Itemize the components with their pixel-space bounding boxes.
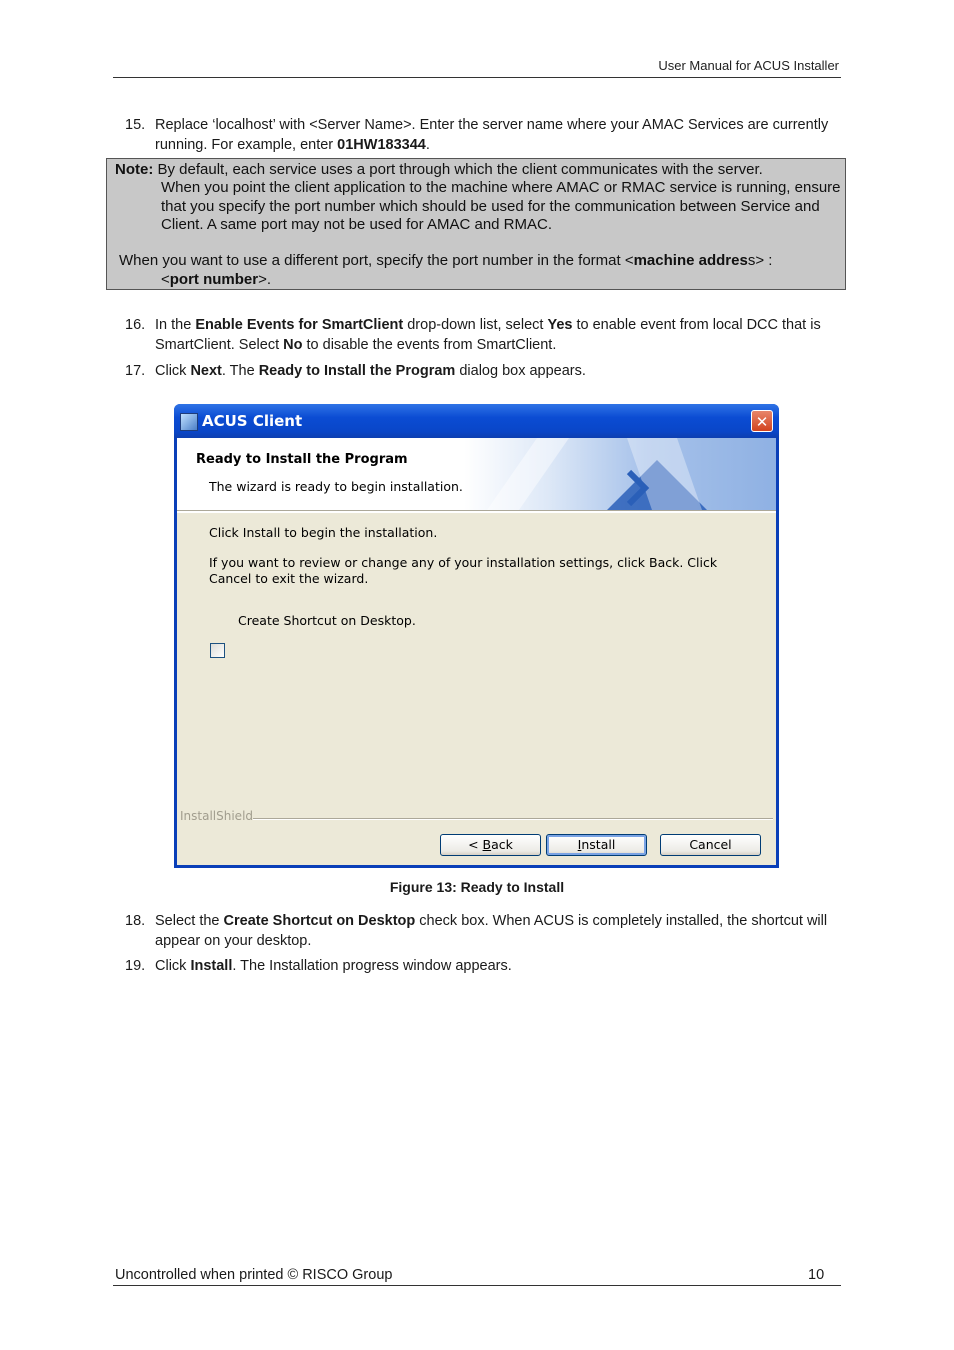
step-text: . The Installation progress window appears. [232,958,512,974]
dialog-titlebar[interactable] [174,404,779,438]
instruction-line-2: If you want to review or change any of your installation settings, click Back. Click Cancel to exit the wizard. [209,555,718,586]
step-15 [125,115,835,155]
step-bold: Create Shortcut on Desktop [223,913,416,929]
step-16 [125,315,835,355]
banner-divider [177,510,776,513]
header-title: User Manual for ACUS Installer [658,58,839,73]
header-rule [113,77,841,78]
close-button[interactable]: ✕ [751,410,773,432]
note-p2-text: < [161,271,170,288]
dialog-banner [177,438,776,510]
dialog-title: ACUS Client [202,412,303,430]
banner-title: Ready to Install the Program [196,452,408,467]
step-bold: Install [190,958,233,974]
back-prefix: < [468,837,483,852]
page-number: 10 [808,1267,825,1283]
installshield-label: InstallShield [180,809,254,823]
step-text: Select the [155,913,224,929]
install-button[interactable] [546,834,647,856]
create-shortcut-checkbox[interactable] [210,643,225,658]
step-bold: Next [190,363,222,379]
banner-subtitle: The wizard is ready to begin installation. [209,479,463,494]
step-number: 17. [125,363,146,379]
install-label: nstall [581,837,616,852]
install-mnemonic: I [577,837,582,852]
cancel-button[interactable]: Cancel [660,834,761,856]
note-p2-text: >. [258,271,272,288]
instruction-line-1: Click Install to begin the installation. [209,525,438,540]
step-text: to enable event from local DCC that is SmartClient. Select [155,317,821,353]
footer-copyright: Uncontrolled when printed © RISCO Group [115,1267,393,1283]
step-text: In the [155,317,196,333]
create-shortcut-label[interactable]: Create Shortcut on Desktop. [238,613,416,628]
step-text: . The [221,363,259,379]
back-label: ack [491,837,513,852]
note-p2-text: s> : [747,252,773,269]
step-bold: Enable Events for SmartClient [195,317,404,333]
step-text: check box. When ACUS is completely installed, the shortcut will appear on your desktop. [155,913,828,949]
step-text: Click [155,958,191,974]
step-number: 16. [125,317,146,333]
banner-arrow-graphic [177,438,776,510]
back-mnemonic: B [482,837,492,852]
step-text: dialog box appears. [455,363,586,379]
step-text: drop-down list, select [403,317,548,333]
figure-caption: Figure 13: Ready to Install [389,879,565,895]
back-button[interactable] [440,834,541,856]
step-18 [125,911,835,951]
note-label: Note: [115,161,154,178]
step-bold: Yes [547,317,573,333]
note-line1: By default, each service uses a port through which the client communicates with the server. [157,161,763,178]
note-body: When you point the client application to the machine where AMAC or RMAC service is running, ensure that you specify the port number which should be used for the communication between Service and Client. A same port may not be used for AMAC and RMAC. [161,179,841,233]
installer-app-icon [180,413,198,431]
note-box [106,158,846,290]
step-text: Click [155,363,191,379]
footer-rule [113,1285,841,1286]
dialog-client-area [177,438,776,865]
installshield-divider [253,818,773,820]
step-number: 18. [125,913,146,929]
step-17 [125,361,835,381]
step-text: to disable the events from SmartClient. [302,337,557,353]
step-bold: 01HW183344 [337,137,426,153]
installer-dialog [174,404,779,868]
note-p2-bold: port number [169,271,259,288]
step-bold: No [283,337,303,353]
step-bold: Ready to Install the Program [258,363,456,379]
step-text: . [425,137,430,153]
step-19 [125,956,835,976]
note-p2-bold: machine addres [633,252,748,269]
step-number: 15. [125,117,146,133]
step-text: Replace ‘localhost’ with <Server Name>. Enter the server name where your AMAC Services are currently running. For example, enter [155,117,829,153]
note-p2-text: When you want to use a different port, specify the port number in the format < [119,252,634,269]
step-number: 19. [125,958,146,974]
